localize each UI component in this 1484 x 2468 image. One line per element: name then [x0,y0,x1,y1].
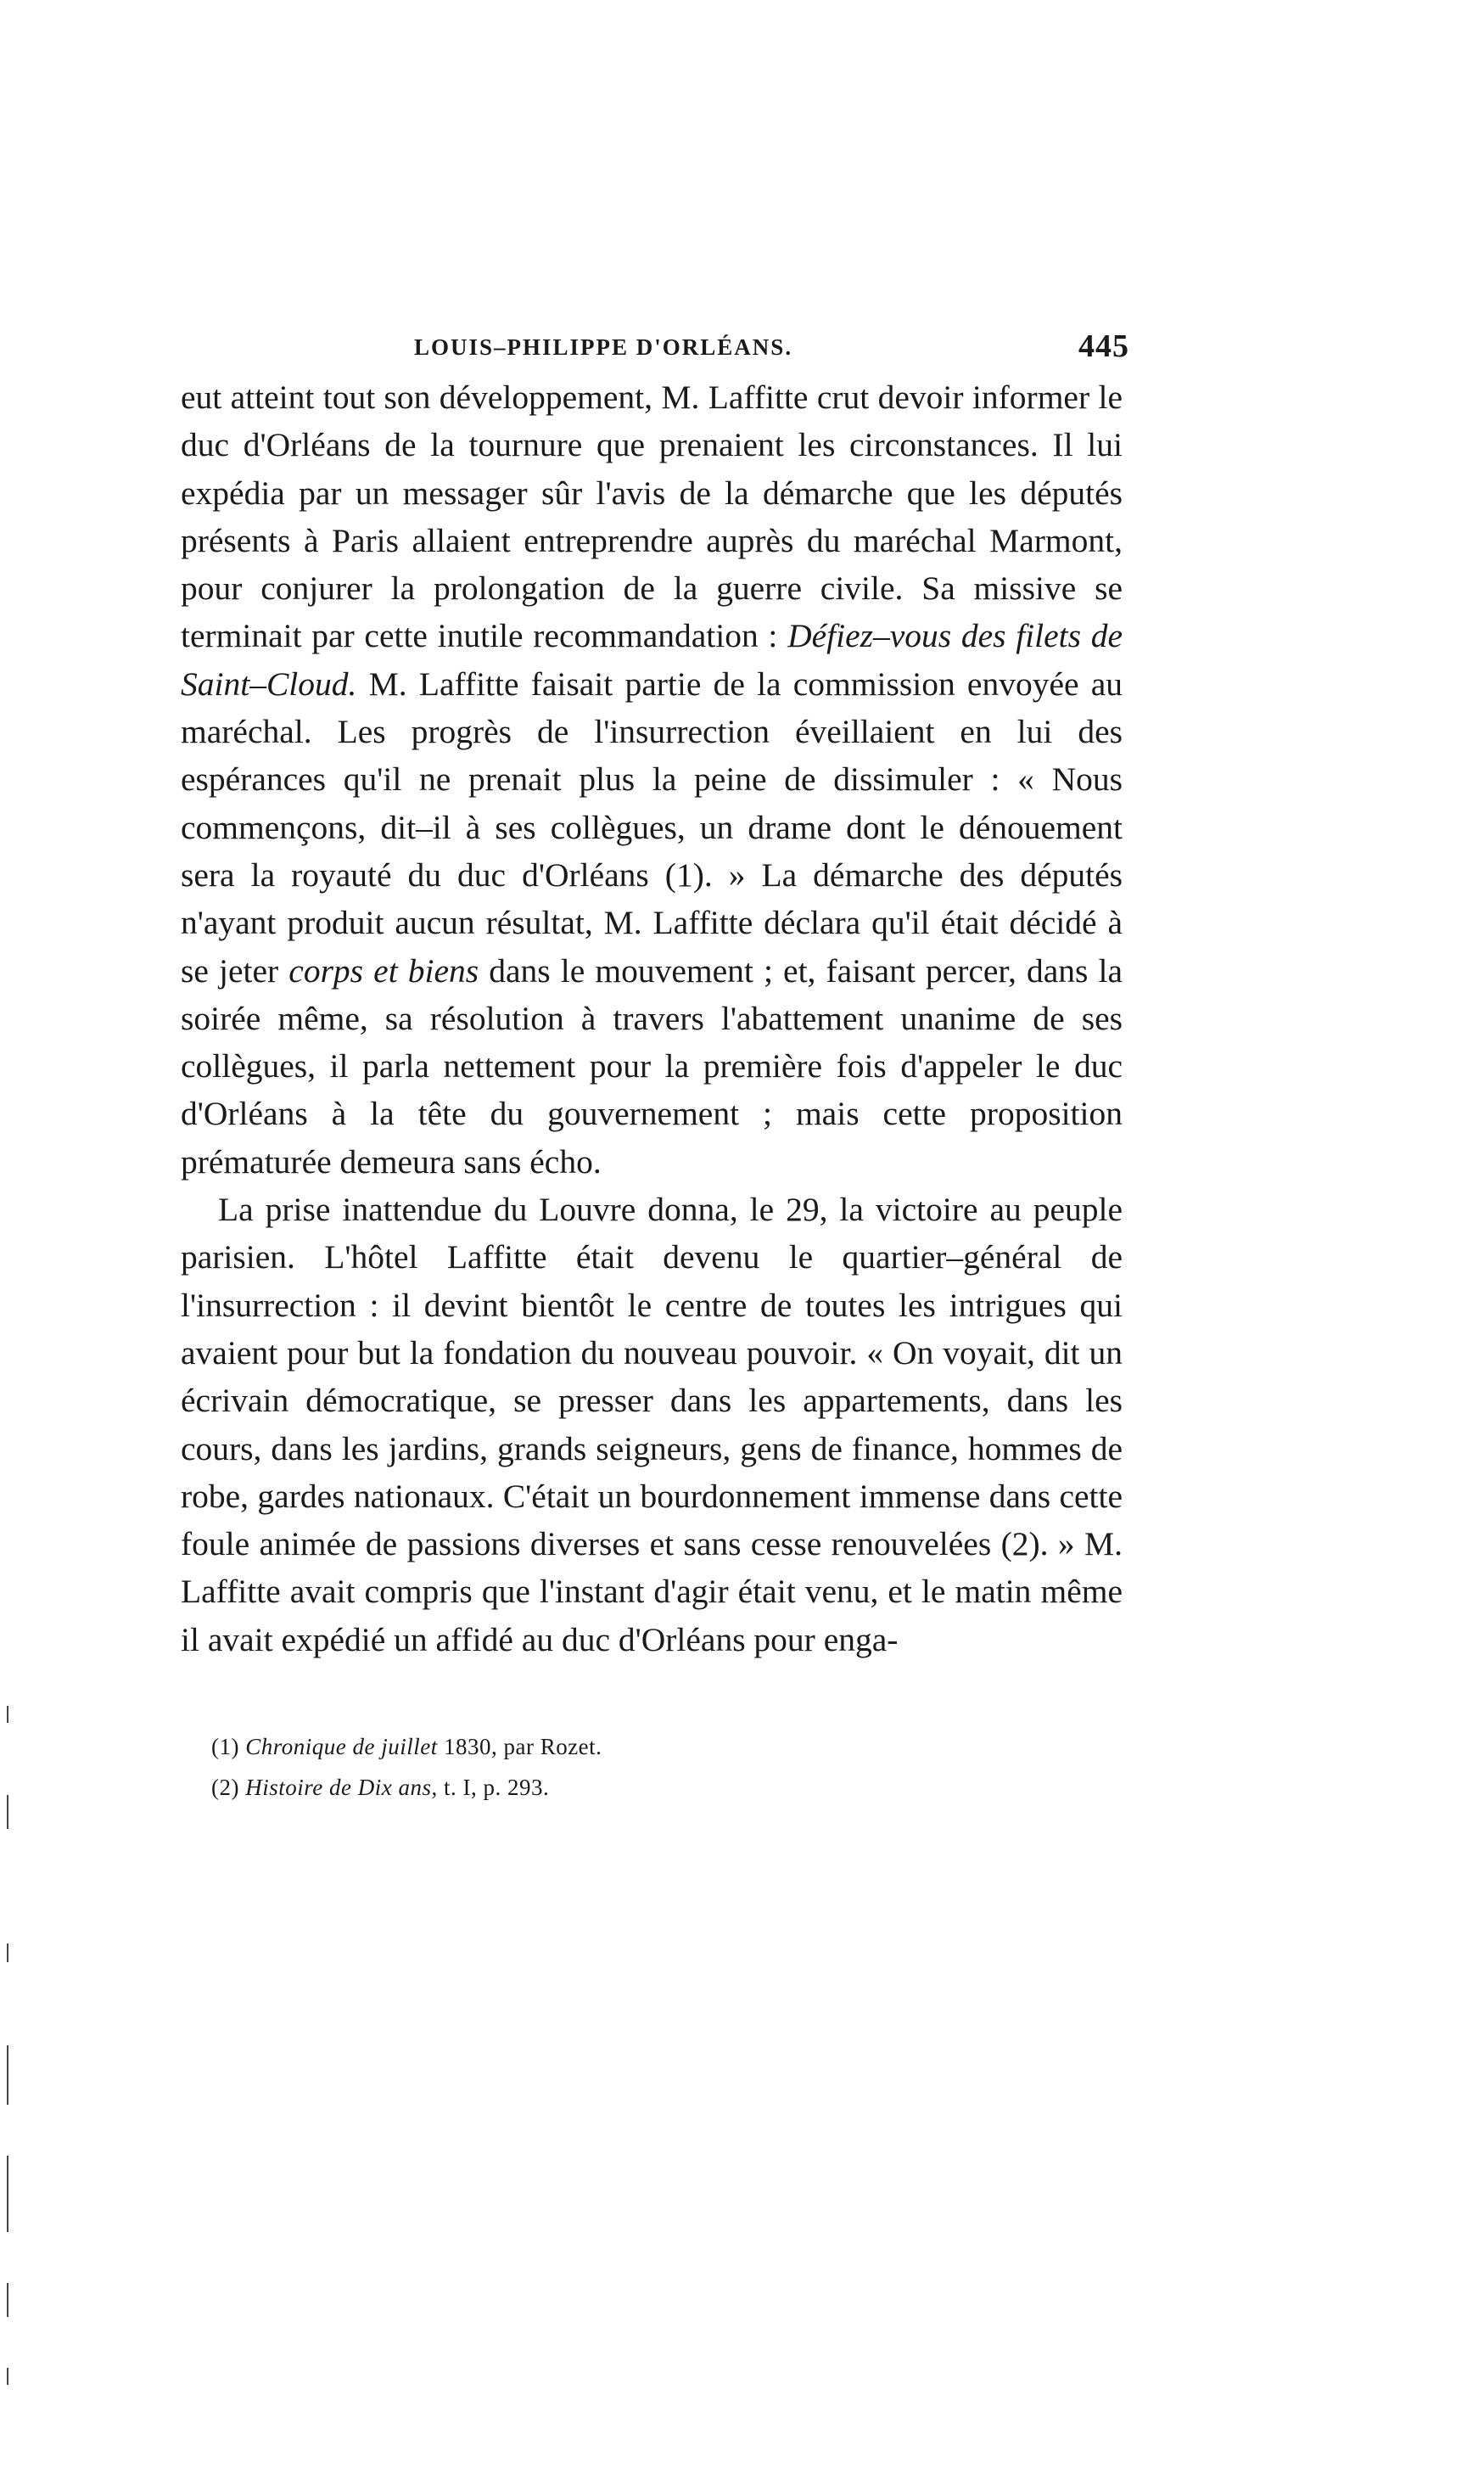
italic-phrase: corps et biens [288,951,479,990]
footnote [211,1767,1123,1808]
paragraph [181,373,1123,1186]
margin-mark [7,2283,8,2317]
paragraph [181,1186,1123,1663]
text-segment: eut atteint tout son développement, M. Laffitte crut devoir informer le duc d'Orléans de la tournure que prenaient les circonstances. Il lui expédia par un messager sûr l'avis de la démarche que les députés présents à Paris allaient entreprendre auprès du maréchal Marmont, pour conjurer la prolongation de la guerre civile. Sa missive se terminait par cette inutile recommandation : [181,379,1123,655]
margin-mark [7,2045,8,2105]
text-segment: La prise inattendue du Louvre donna, le 29, la victoire au peuple parisien. L'hôtel Laffitte était devenu le quartier–général de l'insurrection : il devint bientôt le centre de toutes les intrigues qui avaient pour but la fondation du nouveau pouvoir. « On voyait, dit un écrivain démocratique, se presser dans les appartements, dans les cours, dans les jardins, grands seigneurs, gens de finance, hommes de robe, gardes nationaux. C'était un bourdonnement immense dans cette foule animée de passions diverses et sans cesse renouvelées (2). » M. Laffitte avait compris que l'instant d'agir était venu, et le matin même il avait expédié un affidé au duc d'Orléans pour enga- [181,1191,1123,1658]
margin-mark [7,2368,8,2385]
text-segment: dans le mouvement ; et, faisant percer, dans la soirée même, sa résolution à travers l'abattement unanime de ses collègues, il parla nettement pour la première fois d'appeler le duc d'Orléans à la tête du gouvernement ; mais cette proposition prématurée demeura sans écho. [181,951,1123,1181]
margin-mark [7,1944,8,1962]
footnote [211,1726,1123,1767]
footnotes [181,1726,1123,1808]
footnote-marker: (2) [211,1775,239,1801]
footnote-title: Chronique de juillet [245,1734,438,1760]
footnote-title: Histoire de Dix ans [245,1775,432,1801]
footnote-text: 1830, par Rozet. [437,1734,602,1760]
italic-phrase: Défiez–vous des filets de Saint–Cloud. [181,617,1123,703]
book-page [181,323,1129,1808]
running-head [181,323,1129,373]
margin-mark [7,2156,8,2232]
page-number: 445 [1078,328,1129,364]
margin-mark [7,1706,8,1723]
text-segment: M. Laffitte faisait partie de la commission envoyée au maréchal. Les progrès de l'insurrection éveillaient en lui des espérances qu'il ne prenait plus la peine de dissimuler : « Nous commençons, dit–il à ses collègues, un drame dont le dénouement sera la royauté du duc d'Orléans (1). » La démarche des députés n'ayant produit aucun résultat, M. Laffitte déclara qu'il était décidé à se jeter [181,665,1123,990]
body-text [181,373,1123,1663]
footnote-marker: (1) [211,1734,239,1760]
margin-mark [7,1795,8,1829]
footnote-text: , t. I, p. 293. [431,1775,550,1801]
running-title: LOUIS–PHILIPPE D'ORLÉANS. [414,334,793,360]
